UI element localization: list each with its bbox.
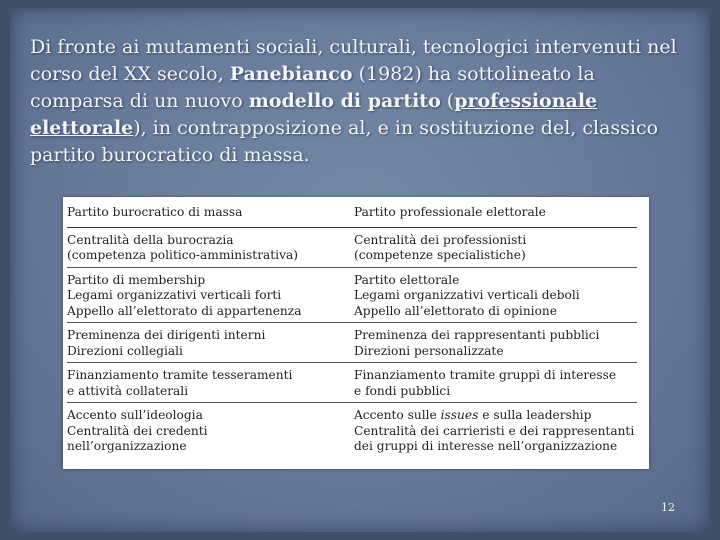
cell-text: e sulla leadership	[478, 408, 592, 422]
table-row	[67, 267, 637, 323]
table-row	[67, 227, 637, 267]
comparison-table	[67, 203, 637, 458]
cell-line: Finanziamento tramite gruppi di interesse	[354, 368, 617, 382]
cell-line: Partito elettorale	[354, 272, 460, 287]
page-number: 12	[661, 501, 675, 514]
cell-line: Finanziamento tramite tesseramenti	[67, 368, 293, 382]
cell-line: Preminenza dei dirigenti interni	[67, 328, 266, 342]
table-row	[67, 363, 637, 403]
table-cell	[354, 403, 637, 458]
cell-line: e fondi pubblici	[354, 383, 451, 398]
table-cell	[67, 403, 354, 458]
cell-line: Appello all’elettorato di opinione	[354, 303, 557, 318]
intro-paragraph	[30, 34, 690, 169]
party-model-type: professionale elettorale	[30, 90, 598, 139]
table-header-row	[67, 203, 637, 227]
table-cell	[67, 227, 354, 267]
cell-text: Accento sulle	[354, 408, 441, 422]
cell-line: (competenze specialistiche)	[354, 248, 526, 262]
table-cell	[354, 227, 637, 267]
intro-text-1: Di fronte ai mutamenti sociali, culturali, tecnologici intervenuti nel corso del XX secolo,	[30, 36, 677, 85]
cell-line: Legami organizzativi verticali forti	[67, 288, 282, 302]
cell-line: Legami organizzativi verticali deboli	[354, 288, 580, 302]
cell-line: Appello all’elettorato di appartenenza	[67, 303, 302, 318]
cell-line: Direzioni personalizzate	[354, 343, 504, 358]
cell-line: Centralità dei carrieristi e dei rappresentanti	[354, 423, 635, 438]
table-cell	[67, 363, 354, 403]
cell-line: Centralità della burocrazia	[67, 232, 234, 247]
table-cell	[354, 267, 637, 323]
issues-term: issues	[440, 408, 479, 422]
table-row	[67, 403, 637, 458]
table-cell	[354, 323, 637, 363]
cell-line: e attività collaterali	[67, 383, 189, 398]
header-bureaucratic-party: Partito burocratico di massa	[67, 203, 354, 227]
table-cell	[67, 267, 354, 323]
cell-line: Accento sull’ideologia	[67, 408, 203, 422]
cell-line: dei gruppi di interesse nell’organizzazione	[354, 439, 618, 453]
table-cell	[67, 323, 354, 363]
cell-line: nell’organizzazione	[67, 439, 187, 453]
party-model: modello di partito	[248, 90, 441, 112]
cell-line: (competenza politico-amministrativa)	[67, 248, 298, 262]
intro-text-2: (1982) ha sottolineato la comparsa di un nuovo	[30, 63, 595, 112]
table-cell	[354, 363, 637, 403]
header-professional-party: Partito professionale elettorale	[354, 203, 637, 227]
cell-line: Preminenza dei rappresentanti pubblici	[354, 328, 600, 342]
intro-text-3: (	[440, 90, 455, 112]
cell-line: Direzioni collegiali	[67, 343, 183, 358]
table-row	[67, 323, 637, 363]
cell-line	[354, 408, 637, 424]
comparison-table-image	[63, 197, 649, 469]
author-name: Panebianco	[229, 63, 353, 85]
cell-line: Centralità dei credenti	[67, 423, 208, 438]
cell-line: Centralità dei professionisti	[354, 232, 527, 247]
intro-text-4: ), in contrapposizione al, e in sostituzione del, classico partito burocratico di massa.	[30, 117, 659, 166]
cell-line: Partito di membership	[67, 272, 206, 287]
